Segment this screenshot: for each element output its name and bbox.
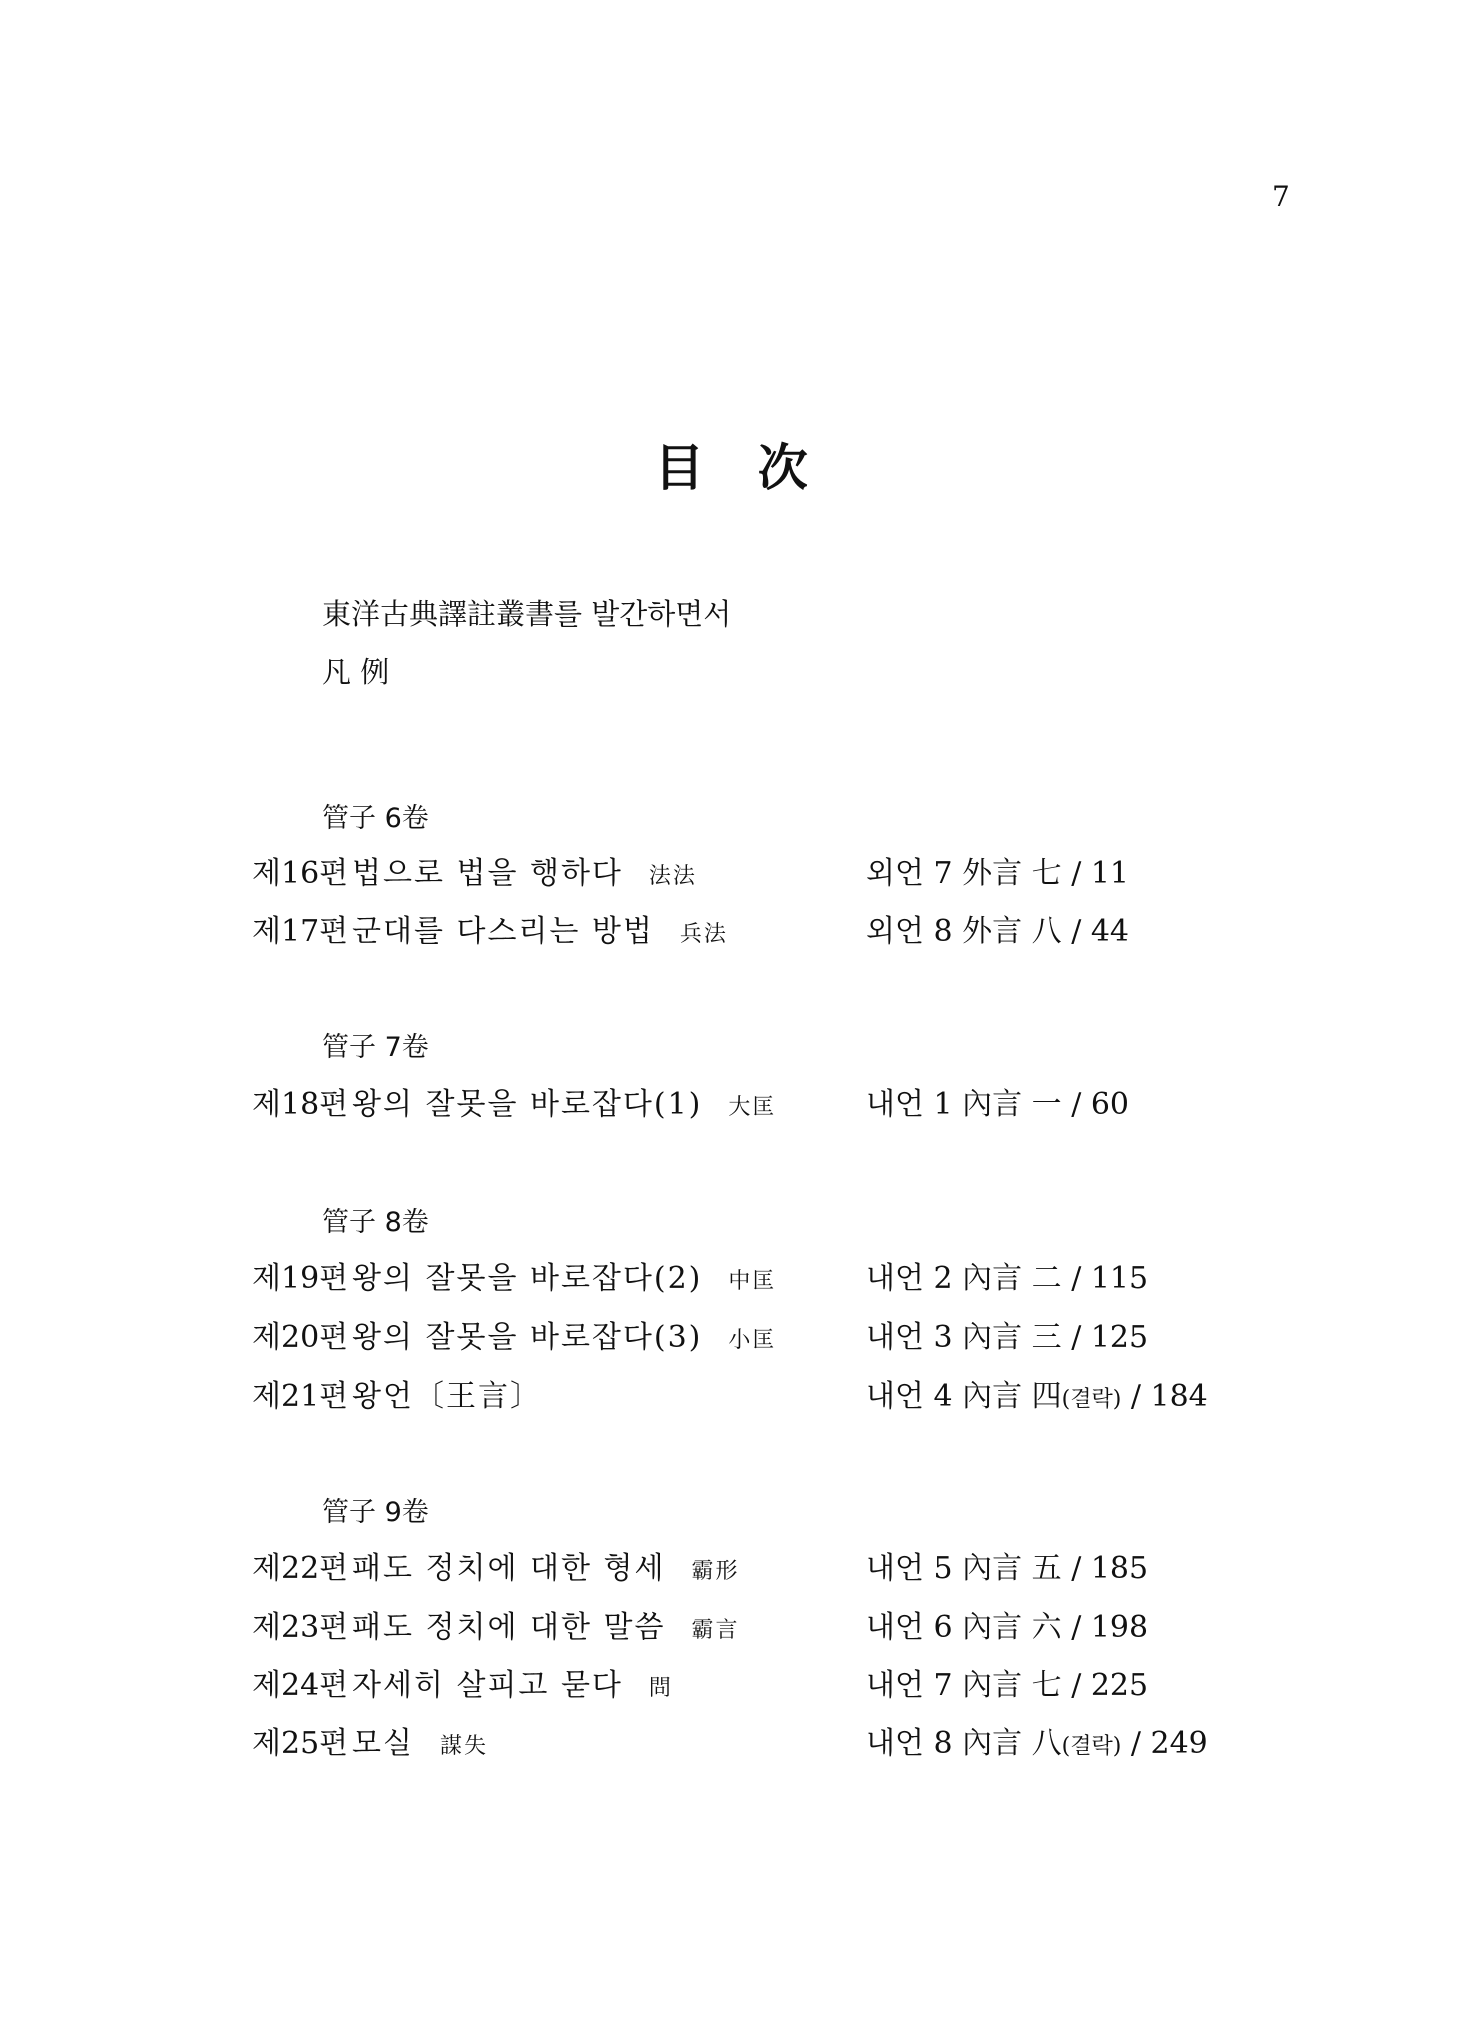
entry-number: 제22편: [252, 1551, 349, 1586]
entry-reference: 내언 1 內言 一 / 60: [866, 1087, 1130, 1122]
entry-hanja: 問: [648, 1676, 673, 1701]
entry-reference: 내언 2 內言 二 / 115: [866, 1261, 1149, 1296]
entry-number: 제21편: [252, 1379, 349, 1414]
toc-entry[interactable]: [0, 1312, 1480, 1362]
entry-title: 왕의 잘못을 바로잡다(3) 小匡: [352, 1320, 777, 1355]
toc-entry[interactable]: [0, 1543, 1480, 1593]
entry-title: 군대를 다스리는 방법 兵法: [352, 914, 728, 949]
volume-heading: 管子 8卷: [322, 1207, 429, 1238]
entry-page: / 184: [1121, 1379, 1208, 1414]
entry-number: 제24편: [252, 1668, 349, 1703]
entry-hanja: 大匡: [728, 1095, 777, 1120]
entry-page: / 185: [1061, 1551, 1149, 1586]
toc-entry[interactable]: [0, 906, 1480, 956]
entry-number: 제20편: [252, 1320, 349, 1355]
entry-page: / 11: [1061, 856, 1130, 891]
entry-number: 제16편: [252, 856, 349, 891]
entry-title: 법으로 법을 행하다 法法: [352, 856, 697, 891]
front-matter-item-conventions[interactable]: 凡 例: [322, 655, 390, 689]
entry-number: 제23편: [252, 1610, 349, 1645]
entry-number: 제17편: [252, 914, 349, 949]
entry-reference: 내언 6 內言 六 / 198: [866, 1610, 1149, 1645]
entry-title: 왕의 잘못을 바로잡다(1) 大匡: [352, 1087, 777, 1122]
entry-reference: 내언 5 內言 五 / 185: [866, 1551, 1149, 1586]
toc-entry[interactable]: [0, 1371, 1480, 1421]
entry-hanja: 霸形: [691, 1559, 740, 1584]
volume-heading: 管子 7卷: [322, 1032, 429, 1063]
entry-title: 패도 정치에 대한 형세 霸形: [352, 1551, 740, 1586]
entry-number: 제25편: [252, 1726, 349, 1761]
entry-page: / 225: [1061, 1668, 1149, 1703]
entry-page: / 44: [1061, 914, 1130, 949]
entry-number: 제18편: [252, 1087, 349, 1122]
page-number: 7: [1272, 180, 1290, 213]
entry-hanja: 兵法: [679, 922, 728, 947]
entry-title: 자세히 살피고 묻다 問: [352, 1668, 673, 1703]
entry-page: / 249: [1121, 1726, 1208, 1761]
toc-entry[interactable]: [0, 1660, 1480, 1710]
entry-title: 패도 정치에 대한 말씀 霸言: [352, 1610, 740, 1645]
entry-hanja: 中匡: [728, 1269, 777, 1294]
front-matter-item-preface[interactable]: 東洋古典譯註叢書를 발간하면서: [322, 597, 732, 631]
front-matter: [322, 585, 731, 701]
volume-heading: 管子 9卷: [322, 1497, 429, 1528]
entry-hanja: 霸言: [691, 1618, 740, 1643]
entry-hanja: 謀失: [439, 1734, 488, 1759]
entry-hanja: 法法: [648, 864, 697, 889]
volume-heading: 管子 6卷: [322, 803, 429, 834]
toc-entry[interactable]: [0, 1718, 1480, 1768]
entry-page: / 125: [1061, 1320, 1149, 1355]
entry-reference: 내언 8 內言 八(결락) / 249: [866, 1726, 1208, 1761]
toc-entry[interactable]: [0, 1079, 1480, 1129]
entry-page: / 198: [1061, 1610, 1149, 1645]
entry-reference: 내언 3 內言 三 / 125: [866, 1320, 1149, 1355]
entry-page: / 115: [1061, 1261, 1149, 1296]
toc-entry[interactable]: [0, 1602, 1480, 1652]
entry-reference: 내언 7 內言 七 / 225: [866, 1668, 1149, 1703]
entry-reference: 내언 4 內言 四(결락) / 184: [866, 1379, 1208, 1414]
entry-title: 왕의 잘못을 바로잡다(2) 中匡: [352, 1261, 777, 1296]
entry-title: 모실 謀失: [352, 1726, 488, 1761]
entry-number: 제19편: [252, 1261, 349, 1296]
entry-hanja: 小匡: [728, 1328, 777, 1353]
toc-entry[interactable]: [0, 848, 1480, 898]
toc-entry[interactable]: [0, 1253, 1480, 1303]
entry-title: 왕언〔王言〕: [352, 1379, 542, 1414]
entry-reference: 외언 7 外言 七 / 11: [866, 856, 1130, 891]
entry-page: / 60: [1061, 1087, 1130, 1122]
entry-reference: 외언 8 外言 八 / 44: [866, 914, 1130, 949]
page-title: 目 次: [654, 438, 826, 497]
